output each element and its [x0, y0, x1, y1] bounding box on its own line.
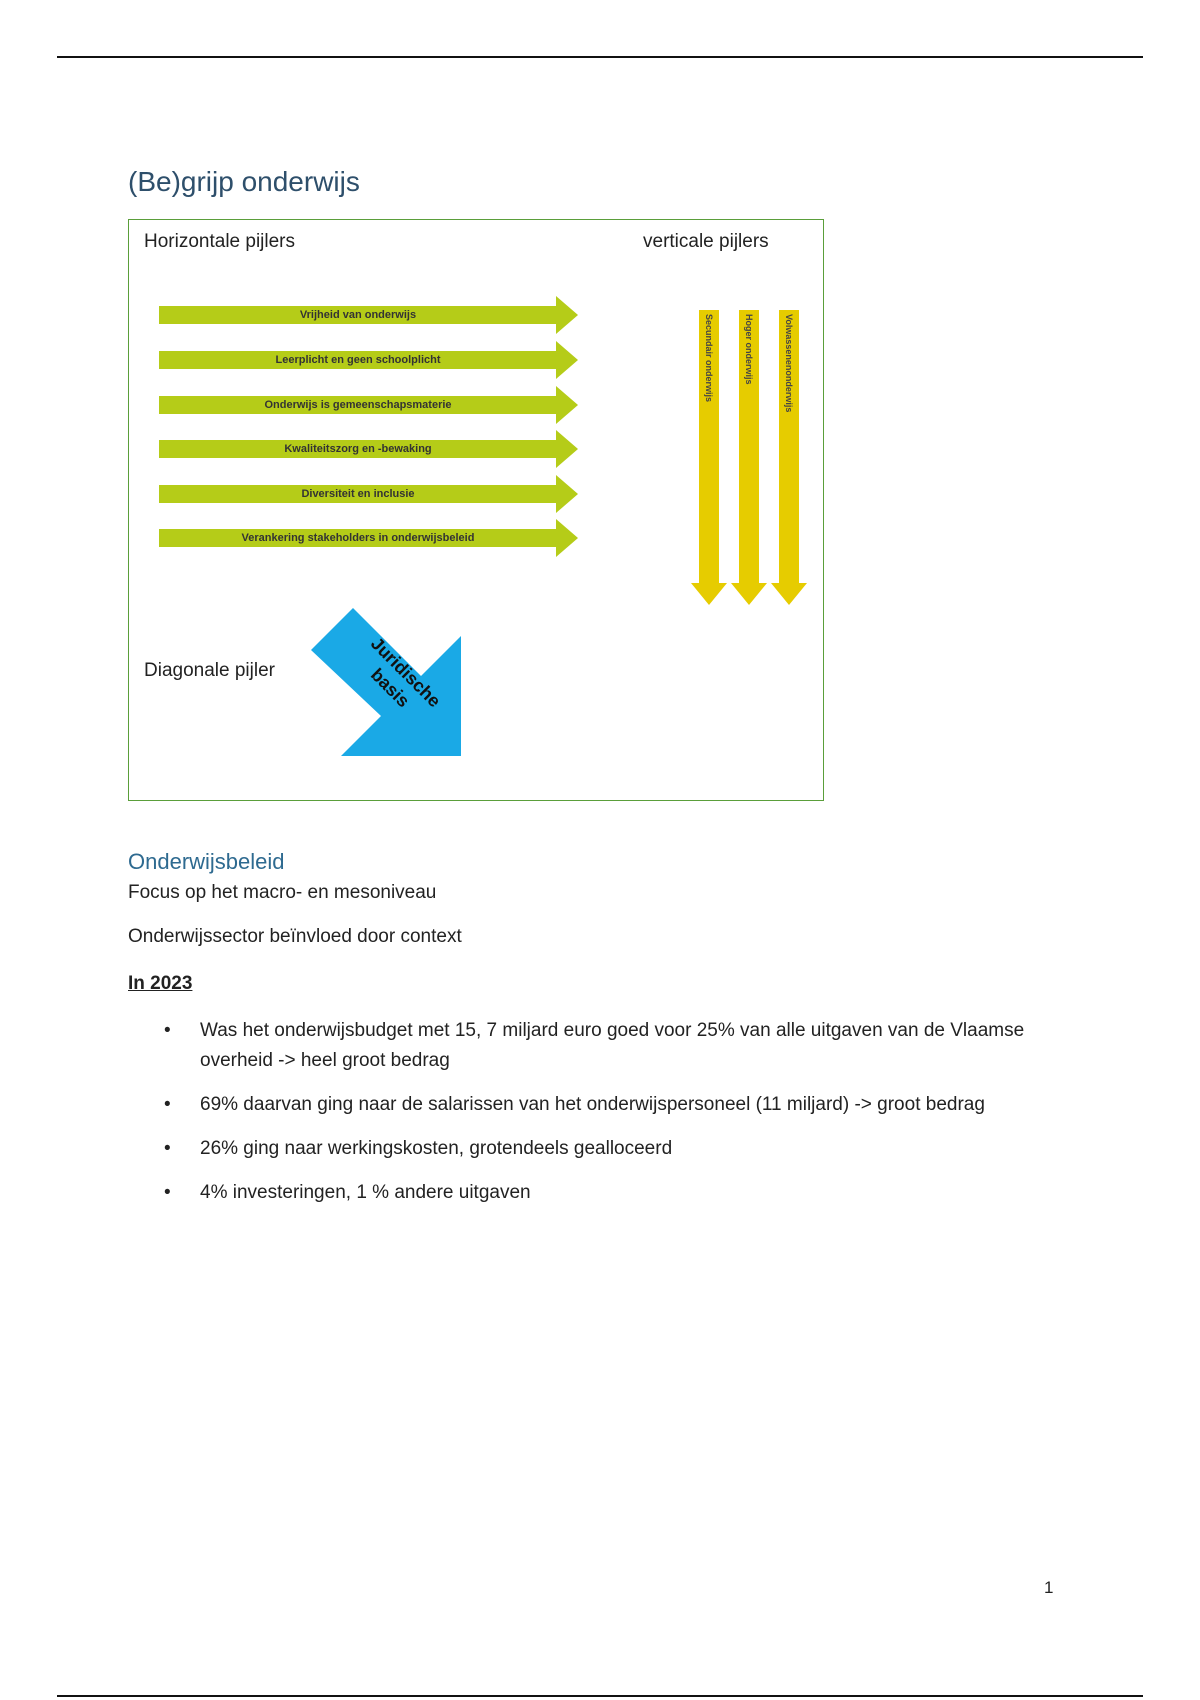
list-item: • Was het onderwijsbudget met 15, 7 miljard euro goed voor 25% van alle uitgaven van de Vlaamse overheid -> heel groot bedrag [128, 1016, 1048, 1076]
horizontal-arrow-label: Vrijheid van onderwijs [299, 309, 417, 321]
diagonal-arrow-label: Juridische basis [366, 633, 445, 712]
vertical-arrow-label: Volwassenenonderwijs [784, 314, 794, 413]
diagonal-arrow [311, 608, 461, 758]
bullet-icon: • [164, 1182, 171, 1203]
page-title: (Be)grijp onderwijs [128, 166, 360, 197]
vertical-arrow-label: Secundair onderwijs [704, 314, 714, 403]
list-item: • 26% ging naar werkingskosten, grotendeels gealloceerd [128, 1134, 1048, 1164]
horizontal-arrow-label: Onderwijs is gemeenschapsmaterie [264, 399, 452, 411]
bullet-icon: • [164, 1020, 171, 1041]
horizontal-arrow [159, 341, 579, 379]
horizontal-arrow [159, 475, 579, 513]
vertical-arrow [771, 310, 807, 606]
horizontal-arrow-label: Verankering stakeholders in onderwijsbeleid [241, 532, 475, 544]
page-number: 1 [1044, 1578, 1054, 1597]
vertical-arrow [691, 310, 727, 606]
vertical-arrow-label: Hoger onderwijs [744, 314, 754, 385]
horizontal-arrow-label: Diversiteit en inclusie [301, 488, 415, 500]
paragraph-context: Onderwijssector beïnvloed door context [128, 926, 462, 947]
section-title: Onderwijsbeleid [128, 849, 285, 874]
vertical-pillars-label: verticale pijlers [643, 231, 769, 252]
vertical-arrow [731, 310, 767, 606]
list-item: • 4% investeringen, 1 % andere uitgaven [128, 1178, 1048, 1208]
horizontal-pillars-label: Horizontale pijlers [144, 231, 296, 252]
budget-bullet-list [128, 1016, 1048, 1222]
subheading-year: In 2023 [128, 973, 193, 994]
diagonal-pillar-label: Diagonale pijler [144, 660, 275, 681]
horizontal-arrow-label: Leerplicht en geen schoolplicht [275, 354, 441, 366]
footer-rule [57, 1695, 1143, 1697]
paragraph-focus: Focus op het macro- en mesoniveau [128, 882, 437, 903]
horizontal-arrow [159, 386, 579, 424]
header-rule [57, 56, 1143, 58]
list-item: • 69% daarvan ging naar de salarissen van het onderwijspersoneel (11 miljard) -> groot bedrag [128, 1090, 1048, 1120]
horizontal-arrow [159, 296, 579, 334]
pillars-figure [128, 219, 824, 801]
horizontal-arrow [159, 519, 579, 557]
bullet-icon: • [164, 1138, 171, 1159]
horizontal-arrow-label: Kwaliteitszorg en -bewaking [284, 443, 432, 455]
bullet-icon: • [164, 1094, 171, 1115]
horizontal-arrow [159, 430, 579, 468]
